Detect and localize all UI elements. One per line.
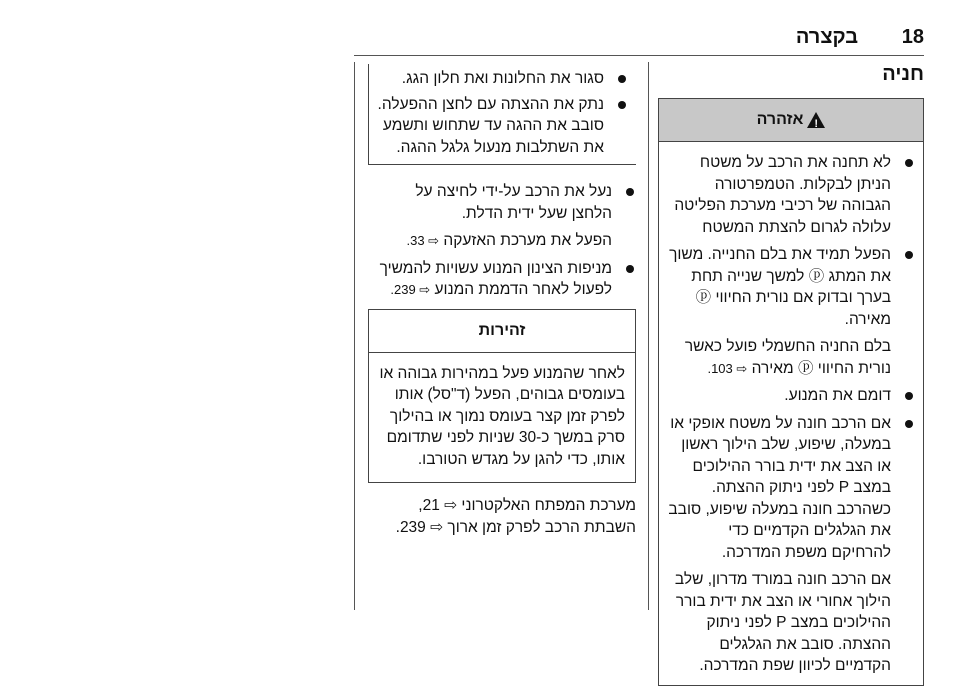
middle-column [368,64,636,538]
brake-note-ref: ⇨ 103. [707,360,748,376]
downhill-note: כשהרכב חונה במעלה שיפוע, סובב את הגלגלים הקדמיים כדי להרחיקם משפת המדרכה. [668,500,891,561]
alarm-ref: ⇨ 33. [406,233,440,248]
fan-step-text: מניפות הצינון המנוע עשויות להמשיך לפעול לאחר הדממת המנוע [379,259,612,298]
page-title: חניה [882,63,924,85]
continued-item: נתק את ההצתה עם לחצן ההפעלה. סובב את ההגה עד שתחוש ותשמע את השתלבות מנעול גלגל ההגה. [375,94,628,159]
brake-note [665,336,915,379]
header-divider [354,55,924,56]
warning-item: אם הרכב חונה במורד מדרון, שלב הילוך אחורי או הצב את ידית בורר ההילוכים במצב P לפני ניתוק ההצתה. סובב את הגלגלים הקדמיים לכיוון שפת המדרכה. [674,571,891,674]
warning-item: אם הרכב חונה על משטח אופקי או במעלה, שיפוע, שלב הילוך ראשון או הצב את ידית בורר ההילוכים במצב P לפני ניתוק ההצתה. [665,413,915,499]
notice-box-header: זהירות [369,310,635,353]
continued-item: סגור את החלונות ואת חלון הגג. [375,68,628,90]
warning-item: הפעל תמיד את בלם החנייה. משוך את המתג ⓟ למשך שנייה תחת בערך ובדוק אם נורית החיווי ⓟ מאירה. [665,244,915,330]
footer-ref-keyless: מערכת המפתח האלקטרוני ⇨ 21, [418,497,636,514]
alarm-step [372,230,636,252]
notice-text: לאחר שהמנוע פעל במהירות גבוהה או בעומסים גבוהים, הפעל (ד"סל) אותו לפרק זמן קצר בעומס נמוך או בהילוך סרק במשך כ-30 שניות לפני שתדומם אותו, כדי להגן על מגדש הטורבו. [379,364,625,468]
parking-step: נעל את הרכב על-ידי לחיצה על הלחצן שעל ידית הדלת. [372,181,636,224]
page-header [0,0,960,60]
notice-box [368,309,636,484]
fan-ref: ⇨ 239. [390,282,431,297]
warning-item: לא תחנה את הרכב על משטח הניתן לבקלות. הטמפרטורה הגבוהה של רכיבי מערכת הפליטה עלולה לגרום להצתת המשטח [665,152,915,238]
right-column [658,64,924,686]
warning-continued [368,64,636,165]
page-number: 18 [901,26,924,48]
brake-note-text: בלם החניה החשמלי פועל כאשר נורית החיווי ⓟ מאירה [684,338,891,377]
footer-ref-storage: השבתת הרכב לפרק זמן ארוך ⇨ 239. [395,518,636,536]
alarm-step-text: הפעל את מערכת האזעקה [443,232,612,249]
warning-box-header [659,99,923,142]
warning-box-title: אזהרה [756,111,804,129]
column-divider-left [354,62,355,610]
fan-step [372,258,636,301]
section-title: בקצרה [795,26,858,48]
warning-box [658,98,924,686]
column-divider-right [648,62,649,610]
warning-item: דומם את המנוע. [665,385,915,407]
warning-triangle-icon [807,112,825,128]
